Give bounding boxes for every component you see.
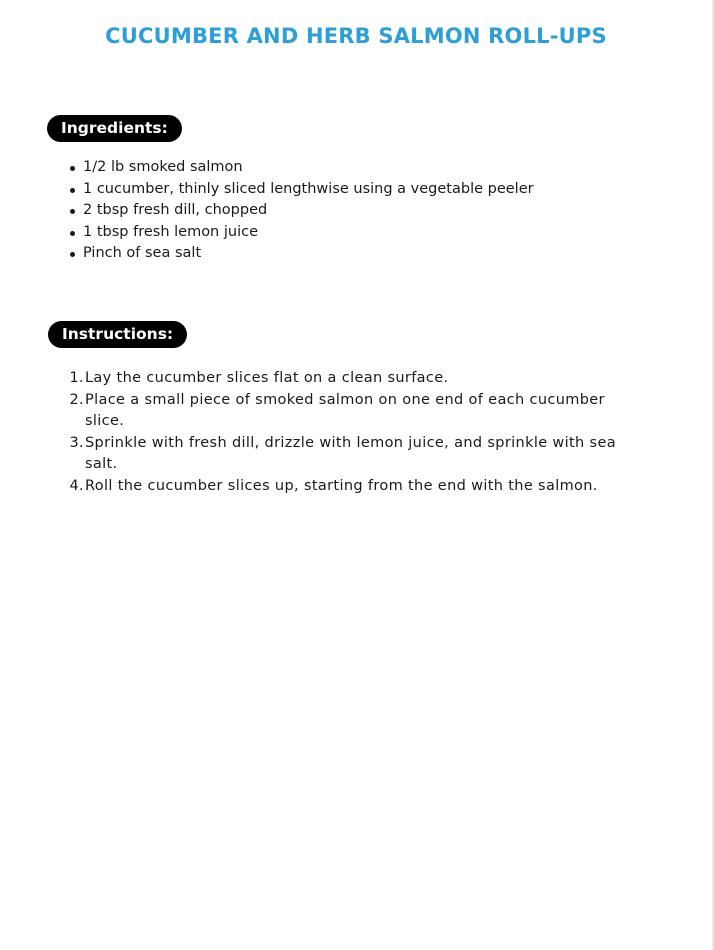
ingredient-item: 2 tbsp fresh dill, chopped [66, 200, 534, 222]
ingredient-item: 1 tbsp fresh lemon juice [66, 222, 534, 244]
ingredients-heading: Ingredients: [47, 115, 182, 142]
ingredient-item: Pinch of sea salt [66, 243, 534, 265]
step-text: Place a small piece of smoked salmon on one end of each cucumber slice. [85, 391, 605, 429]
step-text: Sprinkle with fresh dill, drizzle with lemon juice, and sprinkle with sea salt. [85, 434, 616, 472]
ingredient-item: 1 cucumber, thinly sliced lengthwise using a vegetable peeler [66, 179, 534, 201]
step-text: Roll the cucumber slices up, starting from the end with the salmon. [85, 477, 598, 494]
step-number: 2. [69, 391, 84, 408]
instructions-heading: Instructions: [48, 321, 187, 348]
step-number: 3. [69, 434, 84, 451]
ingredients-list [66, 157, 534, 265]
instruction-step [66, 390, 626, 433]
instruction-step [66, 368, 626, 390]
instruction-step [66, 476, 626, 498]
instructions-list [66, 368, 626, 497]
recipe-title: CUCUMBER AND HERB SALMON ROLL-UPS [105, 24, 607, 48]
ingredient-item: 1/2 lb smoked salmon [66, 157, 534, 179]
step-number: 4. [69, 477, 84, 494]
instruction-step [66, 433, 626, 476]
step-text: Lay the cucumber slices flat on a clean surface. [85, 370, 449, 386]
step-number: 1. [69, 370, 84, 386]
